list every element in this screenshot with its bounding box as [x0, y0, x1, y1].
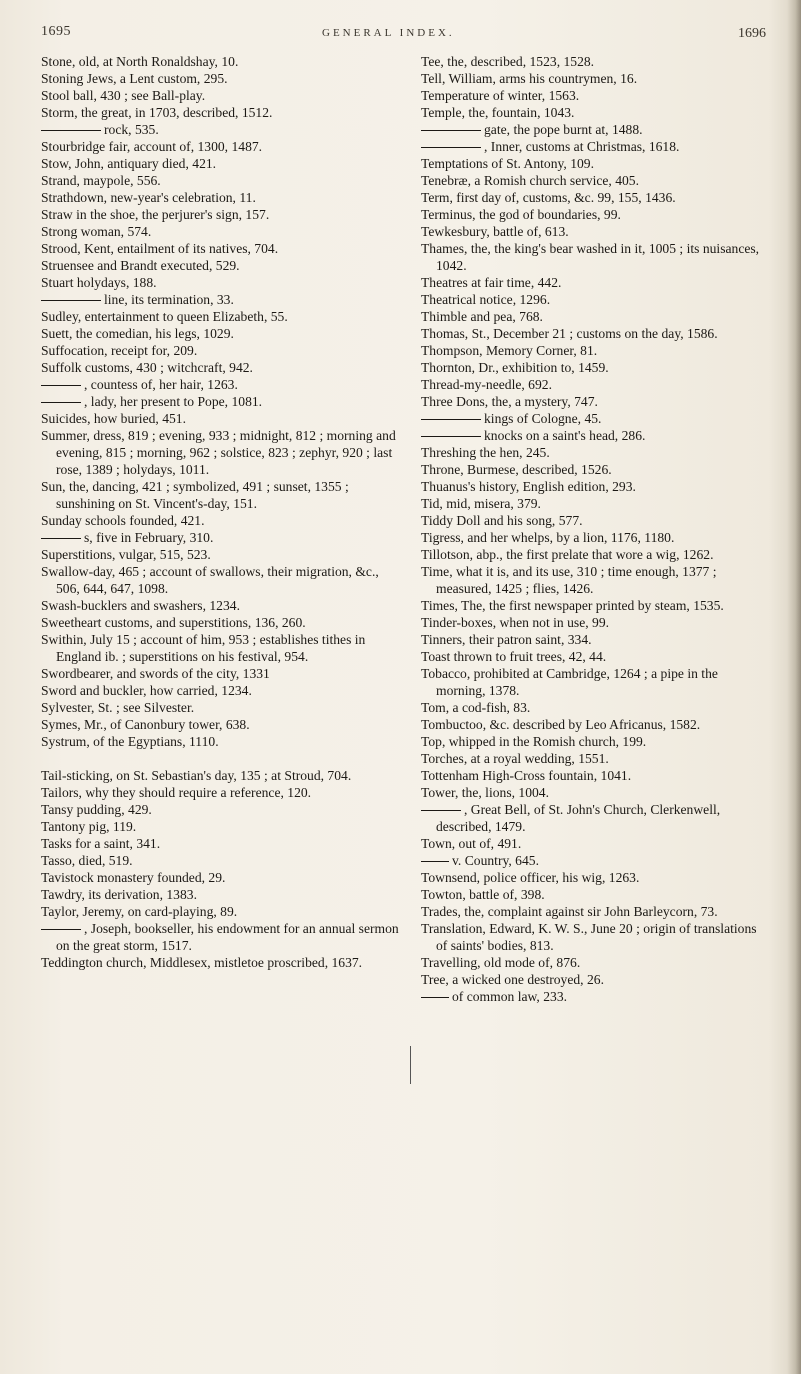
index-entry: Storm, the great, in 1703, described, 1512.: [41, 105, 273, 120]
index-entry: Time, what it is, and its use, 310 ; time enough, 1377 ; measured, 1425 ; flies, 1426.: [421, 564, 717, 596]
index-entry: Thomas, St., December 21 ; customs on the day, 1586.: [421, 326, 718, 341]
page-number-left: 1695: [41, 24, 71, 39]
index-entry: Tasso, died, 519.: [41, 853, 133, 868]
index-entry: Tigress, and her whelps, by a lion, 1176, 1180.: [421, 530, 675, 545]
index-subentry-text: , Joseph, bookseller, his endowment for an annual sermon on the great storm, 1517.: [56, 921, 399, 953]
ditto-dash: [421, 861, 449, 862]
index-entry: Tawdry, its derivation, 1383.: [41, 887, 197, 902]
index-subentry-text: knocks on a saint's head, 286.: [484, 428, 646, 443]
index-entry: Stuart holydays, 188.: [41, 275, 157, 290]
index-entry: Town, out of, 491.: [421, 836, 522, 851]
index-entry: Sunday schools founded, 421.: [41, 513, 205, 528]
index-subentry-text: rock, 535.: [104, 122, 159, 137]
index-subentry-text: kings of Cologne, 45.: [484, 411, 602, 426]
index-entry: Torches, at a royal wedding, 1551.: [421, 751, 609, 766]
index-entry: Thread-my-needle, 692.: [421, 377, 552, 392]
index-subentry-text: , Great Bell, of St. John's Church, Clerkenwell, described, 1479.: [436, 802, 721, 834]
index-entry: Sweetheart customs, and superstitions, 136, 260.: [41, 615, 306, 630]
index-entry: Theatrical notice, 1296.: [421, 292, 551, 307]
index-entry: [421, 410, 765, 427]
ditto-dash: [421, 810, 461, 811]
index-entry: Strong woman, 574.: [41, 224, 152, 239]
index-subentry-text: , lady, her present to Pope, 1081.: [84, 394, 263, 409]
index-subentry-text: , countess of, her hair, 1263.: [84, 377, 238, 392]
index-entry: Strood, Kent, entailment of its natives, 704.: [41, 241, 279, 256]
index-entry: Towton, battle of, 398.: [421, 887, 545, 902]
index-entry: Three Dons, the, a mystery, 747.: [421, 394, 598, 409]
index-entry: [421, 988, 765, 1005]
index-entry: Symes, Mr., of Canonbury tower, 638.: [41, 717, 250, 732]
column-rule: [410, 1046, 411, 1084]
index-entry: Terminus, the god of boundaries, 99.: [421, 207, 621, 222]
index-entry: [41, 529, 399, 546]
index-entry: Teddington church, Middlesex, mistletoe proscribed, 1637.: [41, 955, 363, 970]
index-entry: Tillotson, abp., the first prelate that wore a wig, 1262.: [421, 547, 714, 562]
index-entry: Stool ball, 430 ; see Ball-play.: [41, 88, 206, 103]
index-entry: Tinners, their patron saint, 334.: [421, 632, 592, 647]
index-entry: Stourbridge fair, account of, 1300, 1487.: [41, 139, 263, 154]
index-entry: Suicides, how buried, 451.: [41, 411, 186, 426]
index-entry: Tombuctoo, &c. described by Leo Africanus, 1582.: [421, 717, 701, 732]
index-entry: Strand, maypole, 556.: [41, 173, 161, 188]
index-subentry-text: line, its termination, 33.: [104, 292, 234, 307]
index-column-right: [421, 53, 765, 1005]
index-entry: [41, 920, 399, 954]
index-entry: Sword and buckler, how carried, 1234.: [41, 683, 252, 698]
index-entry: Suett, the comedian, his legs, 1029.: [41, 326, 234, 341]
ditto-dash: [421, 419, 481, 420]
index-entry: Swash-bucklers and swashers, 1234.: [41, 598, 240, 613]
index-entry: Tiddy Doll and his song, 577.: [421, 513, 583, 528]
index-entry: Trades, the, complaint against sir John Barleycorn, 73.: [421, 904, 718, 919]
index-entry: Suffocation, receipt for, 209.: [41, 343, 198, 358]
ditto-dash: [41, 385, 81, 386]
index-entry: Superstitions, vulgar, 515, 523.: [41, 547, 211, 562]
index-entry: Straw in the shoe, the perjurer's sign, 157.: [41, 207, 270, 222]
index-entry: Times, The, the first newspaper printed by steam, 1535.: [421, 598, 724, 613]
ditto-dash: [41, 929, 81, 930]
ditto-dash: [421, 997, 449, 998]
index-entry: Sun, the, dancing, 421 ; symbolized, 491 ; sunset, 1355 ; sunshining on St. Vincent's-day, 151.: [41, 479, 349, 511]
index-entry: Tom, a cod-fish, 83.: [421, 700, 531, 715]
index-subentry-text: of common law, 233.: [452, 989, 568, 1004]
index-entry: Thuanus's history, English edition, 293.: [421, 479, 636, 494]
index-entry: [41, 291, 399, 308]
index-entry: Theatres at fair time, 442.: [421, 275, 562, 290]
index-entry: Tailors, why they should require a reference, 120.: [41, 785, 312, 800]
index-entry: Summer, dress, 819 ; evening, 933 ; midnight, 812 ; morning and evening, 815 ; morning, 962 ; solstice, 823 ; zephyr, 920 ; last rose, 1389 ; holydays, 1011.: [41, 428, 396, 477]
index-entry: Tavistock monastery founded, 29.: [41, 870, 226, 885]
index-entry: Systrum, of the Egyptians, 1110.: [41, 734, 219, 749]
index-entry: [41, 393, 399, 410]
index-entry: Swordbearer, and swords of the city, 1331: [41, 666, 270, 681]
index-entry: Temperature of winter, 1563.: [421, 88, 580, 103]
index-entry: Suffolk customs, 430 ; witchcraft, 942.: [41, 360, 253, 375]
index-entry: Swallow-day, 465 ; account of swallows, their migration, &c., 506, 644, 647, 1098.: [41, 564, 379, 596]
page-number-right: 1696: [738, 26, 766, 41]
index-entry: Tail-sticking, on St. Sebastian's day, 135 ; at Stroud, 704.: [41, 768, 352, 783]
index-entry: [41, 376, 399, 393]
index-entry: Tasks for a saint, 341.: [41, 836, 161, 851]
index-entry: Tower, the, lions, 1004.: [421, 785, 550, 800]
index-entry: Thimble and pea, 768.: [421, 309, 543, 324]
index-entry: Swithin, July 15 ; account of him, 953 ; establishes tithes in England ib. ; superstitions on his festival, 954.: [41, 632, 366, 664]
index-entry: Tenebræ, a Romish church service, 405.: [421, 173, 639, 188]
index-entry: Tewkesbury, battle of, 613.: [421, 224, 569, 239]
running-title: GENERAL INDEX.: [322, 27, 455, 39]
index-entry: Struensee and Brandt executed, 529.: [41, 258, 240, 273]
index-entry: Sudley, entertainment to queen Elizabeth, 55.: [41, 309, 288, 324]
index-entry: Townsend, police officer, his wig, 1263.: [421, 870, 640, 885]
index-entry: Temple, the, fountain, 1043.: [421, 105, 575, 120]
index-entry: Thames, the, the king's bear washed in it, 1005 ; its nuisances, 1042.: [421, 241, 760, 273]
index-entry: Tobacco, prohibited at Cambridge, 1264 ; a pipe in the morning, 1378.: [421, 666, 718, 698]
index-entry: [421, 121, 765, 138]
ditto-dash: [41, 130, 101, 131]
index-entry: Stow, John, antiquary died, 421.: [41, 156, 217, 171]
index-entry: Stoning Jews, a Lent custom, 295.: [41, 71, 228, 86]
ditto-dash: [41, 538, 81, 539]
ditto-dash: [421, 147, 481, 148]
index-entry: Tell, William, arms his countrymen, 16.: [421, 71, 638, 86]
index-entry: [421, 801, 765, 835]
page-edge-shadow: [787, 0, 801, 1374]
index-entry: Sylvester, St. ; see Silvester.: [41, 700, 195, 715]
index-entry: Taylor, Jeremy, on card-playing, 89.: [41, 904, 238, 919]
index-entry: Thornton, Dr., exhibition to, 1459.: [421, 360, 609, 375]
ditto-dash: [421, 436, 481, 437]
index-entry: Tansy pudding, 429.: [41, 802, 152, 817]
index-entry: Tee, the, described, 1523, 1528.: [421, 54, 595, 69]
index-entry: [421, 427, 765, 444]
index-entry: Tree, a wicked one destroyed, 26.: [421, 972, 604, 987]
ditto-dash: [421, 130, 481, 131]
index-entry: Strathdown, new-year's celebration, 11.: [41, 190, 256, 205]
index-entry: [421, 852, 765, 869]
index-entry: Toast thrown to fruit trees, 42, 44.: [421, 649, 607, 664]
index-entry: Thompson, Memory Corner, 81.: [421, 343, 598, 358]
index-subentry-text: v. Country, 645.: [452, 853, 539, 868]
index-entry: Tinder-boxes, when not in use, 99.: [421, 615, 610, 630]
index-column-left: [41, 53, 399, 971]
index-entry: [41, 121, 399, 138]
index-entry: Translation, Edward, K. W. S., June 20 ; origin of translations of saints' bodies, 813.: [421, 921, 757, 953]
index-entry: Travelling, old mode of, 876.: [421, 955, 581, 970]
ditto-dash: [41, 402, 81, 403]
index-entry: Tantony pig, 119.: [41, 819, 137, 834]
index-entry: Term, first day of, customs, &c. 99, 155, 1436.: [421, 190, 676, 205]
index-entry: Tottenham High-Cross fountain, 1041.: [421, 768, 632, 783]
ditto-dash: [41, 300, 101, 301]
index-subentry-text: , Inner, customs at Christmas, 1618.: [484, 139, 680, 154]
index-entry: Top, whipped in the Romish church, 199.: [421, 734, 647, 749]
index-entry: Throne, Burmese, described, 1526.: [421, 462, 612, 477]
index-subentry-text: gate, the pope burnt at, 1488.: [484, 122, 643, 137]
index-entry: Tid, mid, misera, 379.: [421, 496, 541, 511]
index-entry: [421, 138, 765, 155]
index-entry: Temptations of St. Antony, 109.: [421, 156, 594, 171]
index-entry: Threshing the hen, 245.: [421, 445, 550, 460]
index-subentry-text: s, five in February, 310.: [84, 530, 214, 545]
index-entry: Stone, old, at North Ronaldshay, 10.: [41, 54, 239, 69]
